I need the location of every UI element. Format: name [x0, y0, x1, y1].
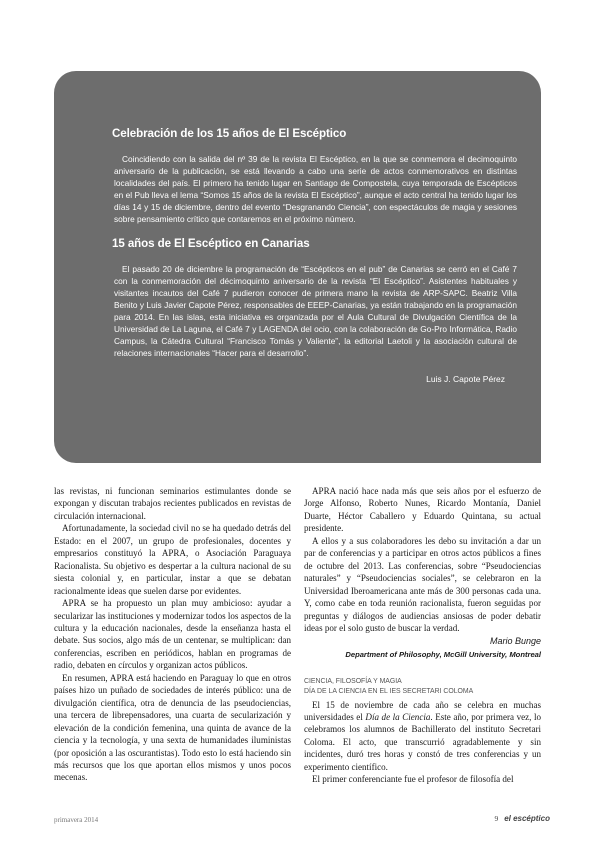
right-paragraph-3-italic: Día de la Ciencia — [365, 711, 431, 722]
footer-season: primavera 2014 — [54, 816, 99, 824]
left-paragraph-4: En resumen, APRA está haciendo en Paraguay lo que en otros países hizo un puñado de sociedades de interés público: una de divulgación científica, otra de denuncia de las pseudociencias, una tercera de librepensadores, una cuarta de secularización y elevación de la condición femenina, una quinta de avance de la ciencia y la tecnología, y una sexta de humanidades iluministas (por oposición a las oscurantistas). Todo esto lo está haciendo sin más recursos que los que aportan ellos mismos y unos pocos mecenas. — [54, 672, 291, 783]
author-affiliation: Department of Philosophy, McGill University, Montreal — [345, 649, 541, 659]
left-paragraph-3: APRA se ha propuesto un plan muy ambicioso: ayudar a secularizar las instituciones y modernizar todos los aspectos de la cultura y la educación nacionales, desde la enseñanza hasta el debate. Sus socios, algo más de un centenar, se multiplican: dan conferencias, escriben en periódicos, hablan en programas de radio, debaten en círculos y organizan actos públicos. — [54, 598, 291, 671]
author-name: Mario Bunge — [489, 636, 541, 647]
left-paragraph-1: las revistas, ni funcionan seminarios estimulantes donde se expongan y discutan trabajos recientes publicados en revistas de circulación internacional. — [54, 486, 291, 521]
left-paragraph-2: Afortunadamente, la sociedad civil no se ha quedado detrás del Estado: en el 2007, un grupo de profesionales, docentes y empresarios constituyó la APRA, o Asociación Paraguaya Racionalista. Su objetivo es despertar a la cultura nacional de su siesta colonial y, en particular, instar a que se debatan racionalmente ideas que suelen darse por evidentes. — [54, 523, 291, 596]
right-paragraph-3-end: . Este año, por primera vez, lo celebramos los alumnos de Bachillerato del instituto Secretari Coloma. El acto, que transcurrió agradablemente y sin incidentes, duró tres horas y constó de tres conferencias y un experimento científico. — [304, 711, 541, 772]
article-left-column — [54, 485, 291, 784]
page-number: 9 — [494, 814, 499, 823]
section-title: DÍA DE LA CIENCIA EN EL IES SECRETARI COLOMA — [304, 687, 474, 695]
footer-brand: el escéptico — [504, 814, 550, 823]
section-label: CIENCIA, FILOSOFÍA Y MAGIA — [304, 678, 402, 686]
right-paragraph-1: APRA nació hace nada más que seis años por el esfuerzo de Jorge Alfonso, Roberto Nunes, Ricardo Montanía, Daniel Duarte, Héctor Caballero y Eduardo Quintana, su actual presidente. — [304, 486, 541, 534]
right-paragraph-4: El primer conferenciante fue el profesor de filosofía del — [312, 774, 514, 785]
box-paragraph-canarias: El pasado 20 de diciembre la programación de “Escépticos en el pub” de Canarias se cerró en el Café 7 con la conmemoración del décimoquinto aniversario de la revista “El Escéptico”. Asistentes habituales y visitantes incautos del Café 7 pudieron conocer de primera mano la revista de ARP-SAPC. Beatriz Villa Benito y Luis Javier Capote Pérez, responsables de EEEP-Canarias, ya están trabajando en la programación para 2014. En las islas, esta iniciativa es organizada por el Aula Cultural de Divulgación Científica de la Universidad de La Laguna, el Café 7 y LAGENDA del ocio, con la colaboración de Go-Pro Informática, Radio Campus, la Cátedra Cultural “Francisco Tomás y Valiente”, la editorial Laetoli y la asociación cultural de relaciones internacionales “Hacer para el desarrollo”. — [114, 264, 517, 358]
right-paragraph-3 — [304, 699, 541, 774]
article-right-column — [304, 485, 541, 786]
box-heading-canarias: 15 años de El Escéptico en Canarias — [112, 237, 310, 251]
box-heading-celebration: Celebración de los 15 años de El Escéptico — [112, 127, 347, 140]
section-header — [304, 677, 541, 696]
news-box — [54, 71, 541, 463]
right-paragraph-3-start: El 15 de noviembre de cada año se celebra en muchas universidades el — [304, 699, 541, 722]
box-paragraph-celebration: Coincidiendo con la salida del nº 39 de la revista El Escéptico, en la que se conmemora el decimoquinto aniversario de la publicación, se está llevando a cabo una serie de actos conmemorativos en distintas localidades del país. El primero ha tenido lugar en Santiago de Compostela, cuya temporada de Escépticos en el Pub lleva el lema “Somos 15 años de la revista El Escéptico”, aunque el acto central ha tenido lugar los días 14 y 15 de diciembre, dentro del evento “Desgranando Ciencia”, con espectáculos de magia y sesiones sobre pensamiento crítico que contaremos en el próximo número. — [114, 154, 517, 224]
footer-page-info — [494, 814, 550, 823]
right-paragraph-2: A ellos y a sus colaboradores les debo su invitación a dar un par de conferencias y a participar en otros actos públicos a fines de octubre del 2013. Las conferencias, sobre “Pseudociencias naturales” y “Pseudociencias sociales”, se celebraron en la Universidad Iberoamericana ante más de 300 personas cada una. Y, como cabe en toda reunión racionalista, fueron seguidas por preguntas y diálogos de audiencias ansiosas de poder debatir ideas por el solo gusto de buscar la verdad. — [304, 535, 541, 633]
box-signature: Luis J. Capote Pérez — [426, 373, 505, 384]
